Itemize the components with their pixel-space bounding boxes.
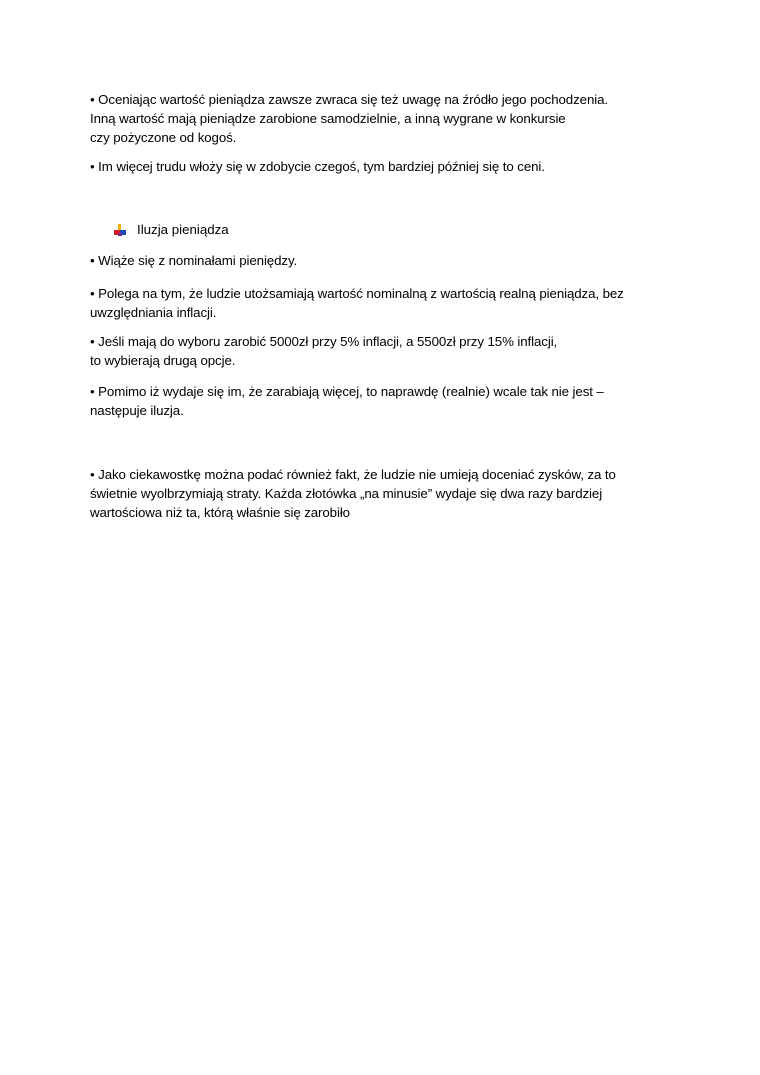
text-line: następuje iluzja.: [90, 403, 184, 418]
paragraph-nominal-real: [90, 284, 680, 322]
paragraph-effort: [90, 157, 680, 176]
paragraph-money-source: [90, 90, 680, 147]
text-line: uwzględniania inflacji.: [90, 305, 217, 320]
text-line: czy pożyczone od kogoś.: [90, 130, 237, 145]
text-line: to wybierają drugą opcje.: [90, 353, 236, 368]
text-line: • Polega na tym, że ludzie utożsamiają wartość nominalną z wartością realną pieniądza, bez: [90, 286, 624, 301]
colored-bullet-icon: [113, 223, 127, 237]
text-line: Inną wartość mają pieniądze zarobione samodzielnie, a inną wygrane w konkursie: [90, 111, 566, 126]
text-line: • Oceniając wartość pieniądza zawsze zwraca się też uwagę na źródło jego pochodzenia.: [90, 92, 608, 107]
paragraph-illusion: [90, 382, 680, 420]
section-heading-text: Iluzja pieniądza: [137, 222, 229, 237]
text-line: • Pomimo iż wydaje się im, że zarabiają więcej, to naprawdę (realnie) wcale tak nie jest –: [90, 384, 604, 399]
paragraph-nominals: [90, 251, 680, 270]
section-heading: [113, 220, 229, 239]
text-line: • Jako ciekawostkę można podać również fakt, że ludzie nie umieją doceniać zysków, za to: [90, 467, 616, 482]
text-line: • Wiąże się z nominałami pieniędzy.: [90, 253, 298, 268]
paragraph-inflation-example: [90, 332, 680, 370]
text-line: świetnie wyolbrzymiają straty. Każda złotówka „na minusie” wydaje się dwa razy bardziej: [90, 486, 603, 501]
text-line: wartościowa niż ta, którą właśnie się zarobiło: [90, 505, 350, 520]
text-line: • Jeśli mają do wyboru zarobić 5000zł przy 5% inflacji, a 5500zł przy 15% inflacji,: [90, 334, 558, 349]
text-line: • Im więcej trudu włoży się w zdobycie czegoś, tym bardziej później się to ceni.: [90, 159, 545, 174]
paragraph-curiosity: [90, 465, 680, 522]
